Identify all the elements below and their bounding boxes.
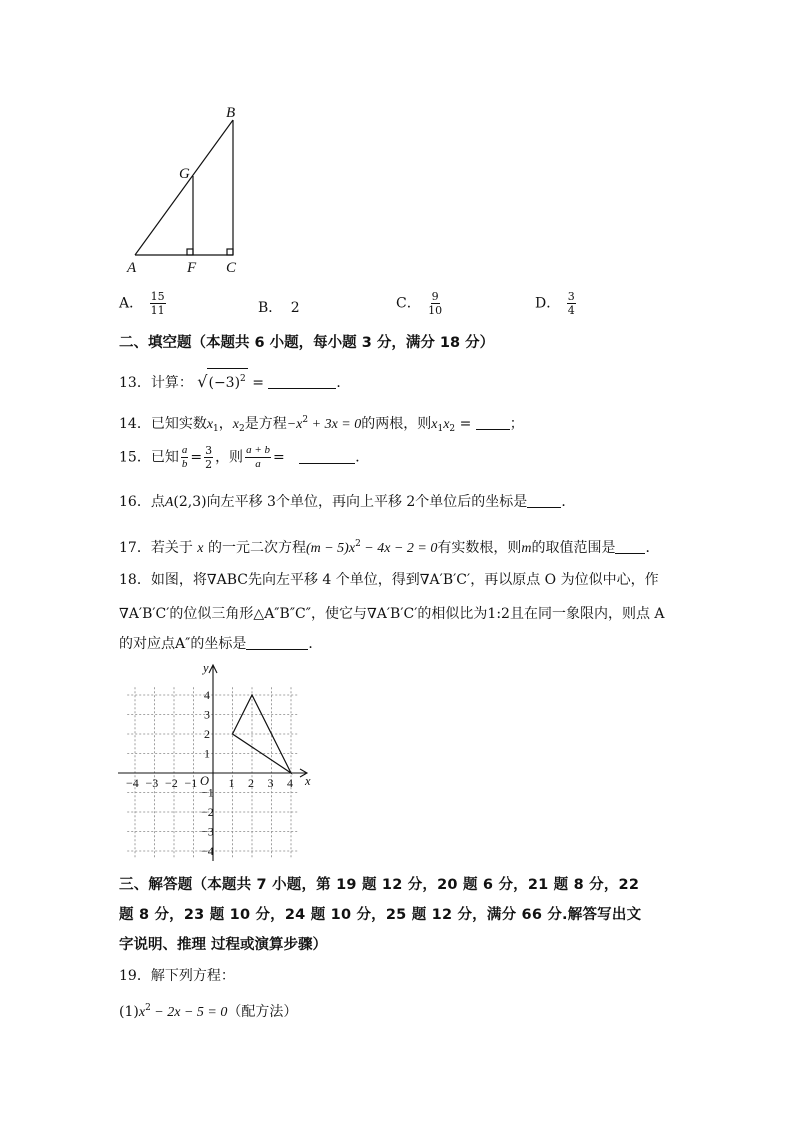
q18-answer-blank[interactable]	[246, 635, 308, 650]
q15-eq2: =	[273, 449, 285, 466]
q18-line2-text: ∇A′B′C′的位似三角形△A″B″C″，使它与∇A′B′C′的相似比为1:2且在同一象限内，则点 A	[119, 606, 665, 622]
q18-line1-text: 如图，将∇ABC先向左平移 4 个单位，得到∇A′B′C′，再以原点 O 为位似中心，作	[150, 572, 659, 588]
q18-number: 18．	[119, 572, 151, 588]
x-axis-label: x	[305, 774, 311, 788]
option-c-fraction	[427, 290, 443, 317]
option-d[interactable]	[535, 290, 578, 317]
question-15	[119, 444, 369, 471]
q15-number: 15．	[119, 449, 151, 466]
q16-t2: 向左平移 3个单位，再向上平移 2个单位后的坐标是	[206, 494, 528, 510]
q19-number: 19．	[119, 968, 151, 984]
q17-end: ．	[645, 540, 660, 556]
q19-text: 解下列方程：	[150, 968, 235, 984]
question-18-line3	[119, 634, 322, 654]
q14-eq: =	[455, 416, 472, 432]
y-tick-label: −4	[201, 844, 214, 858]
option-a-fraction	[150, 290, 166, 317]
option-c-den: 10	[428, 304, 443, 317]
option-d-num: 3	[567, 290, 575, 303]
q16-number: 16．	[119, 494, 151, 510]
right-angle-F	[187, 249, 193, 255]
y-tick-label: 2	[204, 727, 210, 741]
q14-answer-blank[interactable]	[476, 415, 510, 430]
q17-number: 17．	[119, 540, 151, 556]
label-F: F	[187, 260, 197, 276]
question-19	[119, 966, 235, 986]
right-angle-C	[227, 249, 233, 255]
q13-radicand	[207, 368, 247, 393]
q14-ps2: 2	[449, 424, 456, 434]
y-tick-label: 3	[204, 707, 210, 722]
q13-number: 13．	[119, 375, 151, 391]
q17-t1: 若关于	[150, 540, 193, 556]
q15-t2: ，则	[215, 449, 244, 466]
question-18-line1	[119, 570, 659, 590]
q13-exp: 2	[240, 374, 246, 384]
q15-frac-32	[204, 444, 213, 471]
q14-t1: 已知实数	[150, 416, 207, 432]
q17-eq-rest: − 4x − 2 = 0	[360, 541, 438, 556]
q13-answer-blank[interactable]	[268, 374, 336, 389]
option-d-letter: D．	[535, 295, 561, 312]
q14-t2: ，	[218, 416, 233, 432]
q17-t2: 的一元二次方程	[207, 540, 306, 556]
x-tick-label: −2	[165, 776, 178, 790]
option-a-num: 15	[150, 290, 165, 303]
option-b-letter: B．	[258, 300, 283, 316]
option-c-num: 9	[431, 290, 439, 303]
option-d-den: 4	[567, 304, 575, 317]
triangle-figure	[120, 100, 260, 280]
y-tick-label: −3	[201, 824, 214, 839]
segment-AB	[135, 120, 233, 255]
q15-f32-den: 2	[205, 458, 213, 471]
q19-1-exp: 2	[145, 1003, 151, 1013]
q14-ps1: 1	[437, 424, 444, 434]
q17-t3: 有实数根，则	[437, 540, 522, 556]
option-c[interactable]	[396, 290, 445, 317]
x-tick-label: 1	[228, 776, 235, 790]
y-tick-label: 1	[204, 746, 210, 761]
option-a-den: 11	[150, 304, 165, 317]
question-19-part1	[119, 998, 297, 1023]
section3-heading-line2: 题 8 分，23 题 10 分，24 题 10 分，25 题 12 分，满分 66 分.解答写出文	[119, 907, 642, 923]
q13-text: 计算：	[150, 375, 193, 391]
coordinate-grid-figure	[110, 656, 320, 868]
q15-fb-num: a + b	[246, 444, 270, 456]
q15-fa-den: b	[181, 458, 188, 470]
q15-answer-blank[interactable]	[299, 449, 355, 464]
q16-t1: 点	[150, 494, 165, 510]
q14-number: 14．	[119, 416, 151, 432]
q19-1-label: (1)	[119, 1004, 139, 1020]
triangle-abc	[233, 695, 292, 773]
q17-eq-exp: 2	[355, 539, 361, 549]
q14-x1: x	[206, 417, 214, 432]
q16-end: ．	[561, 494, 576, 510]
q14-s2: 2	[239, 424, 245, 434]
q17-x: x	[197, 541, 204, 556]
option-a[interactable]	[119, 290, 168, 317]
q15-end: ．	[355, 449, 370, 466]
y-tick-label: −1	[201, 785, 214, 800]
q14-end: ；	[509, 416, 524, 432]
q17-answer-blank[interactable]	[615, 539, 645, 554]
label-C: C	[226, 260, 237, 276]
q16-coord: (2,3)	[173, 494, 207, 510]
q14-t4: 的两根，则	[361, 416, 432, 432]
y-tick-label: −2	[201, 805, 214, 819]
q19-1-rest: − 2x − 5 = 0	[150, 1005, 228, 1020]
x-tick-label: 4	[287, 776, 293, 790]
question-16	[119, 492, 575, 513]
q15-frac-apb	[245, 444, 271, 471]
label-B: B	[226, 105, 236, 121]
option-b-value: 2	[290, 300, 300, 316]
question-18-line2	[119, 604, 665, 624]
q18-line3-text: 的对应点A″的坐标是	[119, 636, 247, 652]
q19-1-method: （配方法）	[227, 1004, 298, 1020]
q17-m: m	[521, 541, 532, 556]
x-tick-label: 2	[248, 776, 254, 790]
q14-prod: x	[431, 417, 438, 432]
question-13: 13．计算： $√(-3)^2$ = ．	[119, 368, 350, 393]
q19-1-eq: x	[138, 1005, 146, 1020]
q14-s1: 1	[213, 424, 219, 434]
q14-eqn: −x	[286, 417, 303, 432]
q15-eq: =	[190, 449, 203, 466]
option-b[interactable]	[258, 297, 300, 317]
q16-point: A	[164, 495, 174, 510]
q17-t4: 的取值范围是	[531, 540, 616, 556]
q15-f32-num: 3	[205, 444, 213, 457]
option-d-fraction	[567, 290, 576, 317]
sqrt-icon: √	[197, 372, 208, 391]
q16-answer-blank[interactable]	[527, 493, 561, 508]
q18-end: ．	[308, 636, 323, 652]
q14-t3: 是方程	[244, 416, 287, 432]
q15-fb-den: a	[255, 458, 261, 470]
origin-label: O	[200, 774, 210, 788]
q15-fa-num: a	[181, 444, 188, 456]
y-axis-label: y	[203, 661, 209, 675]
q13-eq: =	[247, 375, 264, 391]
q15-t1: 已知	[150, 449, 179, 466]
q14-eqn-exp: 2	[302, 415, 309, 425]
label-G: G	[179, 166, 190, 182]
q15-frac-ab	[181, 444, 189, 471]
section3-heading-line1: 三、解答题（本题共 7 小题，第 19 题 12 分，20 题 6 分，21 题 8 分，22	[119, 877, 640, 893]
label-A: A	[127, 260, 137, 276]
option-a-letter: A．	[119, 295, 144, 312]
y-tick-label: 4	[204, 688, 210, 702]
x-tick-label: 3	[267, 776, 274, 790]
section3-heading-line3: 字说明、推理 过程或演算步骤）	[119, 937, 328, 953]
question-14	[119, 410, 524, 439]
x-tick-label: −1	[184, 776, 198, 790]
q13-expr: (−3)	[208, 375, 241, 391]
q14-prod2: x	[443, 417, 450, 432]
question-17	[119, 534, 659, 559]
x-tick-label: −3	[145, 776, 159, 790]
q14-eqn-rest: + 3x = 0	[308, 417, 362, 432]
section2-heading: 二、填空题（本题共 6 小题，每小题 3 分，满分 18 分）	[119, 335, 495, 351]
q17-eq: (m − 5)x	[305, 541, 356, 556]
q14-x2: x	[232, 417, 239, 432]
x-tick-label: −4	[126, 776, 139, 790]
option-c-letter: C．	[396, 295, 421, 312]
